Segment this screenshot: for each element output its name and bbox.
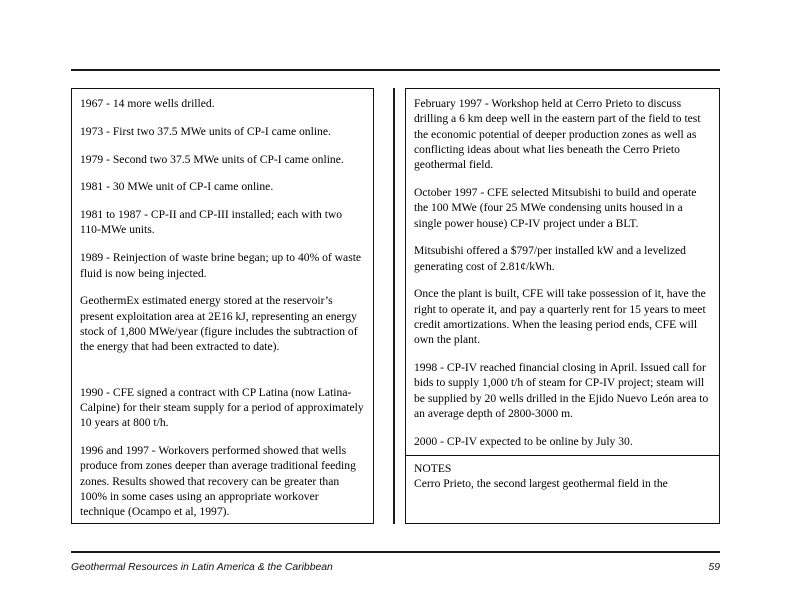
paragraph-february-1997: February 1997 - Workshop held at Cerro Prieto to discuss drilling a 6 km deep well in the eastern part of the field to test the economic potential of deeper production zones as well as conflicting ideas about what lies beneath the Cerro Prieto geothermal field.: [414, 97, 701, 172]
left-column-content: [72, 89, 373, 525]
column-divider-rule: [393, 88, 395, 524]
paragraph-1979: 1979 - Second two 37.5 MWe units of CP-I came online.: [80, 152, 344, 166]
notes-heading: NOTES: [414, 462, 452, 476]
page-footer: [71, 561, 720, 577]
paragraph-geothermex: GeothermEx estimated energy stored at the reservoir’s present exploitation area at 2E16 kJ, representing an energy stock of 1,800 MWe/year (figure includes the subtraction of the energy that had been extracted to date).: [80, 294, 358, 354]
header-rule: [71, 69, 720, 71]
notes-body-line: Cerro Prieto, the second largest geothermal field in the: [414, 477, 668, 491]
paragraph-1989: 1989 - Reinjection of waste brine began; up to 40% of waste fluid is now being injected.: [80, 251, 362, 280]
right-column-content: [406, 89, 719, 455]
paragraph-1967: 1967 - 14 more wells drilled.: [80, 97, 215, 110]
right-column-box: [405, 88, 720, 524]
footer-rule: [71, 551, 720, 553]
footer-title: Geothermal Resources in Latin America & the Caribbean: [71, 562, 333, 573]
paragraph-mitsubishi-offer: Mitsubishi offered a $797/per installed kW and a levelized generating cost of 2.81¢/kWh.: [414, 244, 686, 273]
notes-section: [406, 455, 719, 498]
paragraph-2000: 2000 - CP-IV expected to be online by July 30.: [414, 434, 633, 448]
paragraph-plant-lease: Once the plant is built, CFE will take possession of it, have the right to operate it, and pay a quarterly rent for 15 years to meet credit amortizations. When the leasing period ends, CFE will own the plant.: [414, 287, 706, 347]
footer-page-number: 59: [708, 562, 720, 573]
paragraph-1973: 1973 - First two 37.5 MWe units of CP-I came online.: [80, 124, 331, 138]
paragraph-october-1997: October 1997 - CFE selected Mitsubishi to build and operate the 100 MWe (four 25 MWe condensing units housed in a single power house) CP-IV project under a BLT.: [414, 185, 697, 230]
paragraph-1981: 1981 - 30 MWe unit of CP-I came online.: [80, 180, 274, 194]
paragraph-1996-1997: 1996 and 1997 - Workovers performed showed that wells produce from zones deeper than average traditional feeding zones. Results showed that recovery can be greater than 100% in some cases using an appropriate workover technique (Ocampo et al, 1997).: [80, 443, 356, 519]
paragraph-1981-1987: 1981 to 1987 - CP-II and CP-III installed; each with two 110-MWe units.: [80, 208, 343, 237]
two-column-layout: [71, 88, 720, 524]
paragraph-1990: 1990 - CFE signed a contract with CP Latina (now Latina-Calpine) for their steam supply for a period of approximately 10 years at 800 t/h.: [80, 385, 364, 430]
left-column-box: [71, 88, 374, 524]
paragraph-1998: 1998 - CP-IV reached financial closing in April. Issued call for bids to supply 1,000 t/h of steam for CP-IV project; steam will be supplied by 20 wells drilled in the Ejido Nuevo León area to an average depth of 2800-3000 m.: [414, 361, 709, 421]
